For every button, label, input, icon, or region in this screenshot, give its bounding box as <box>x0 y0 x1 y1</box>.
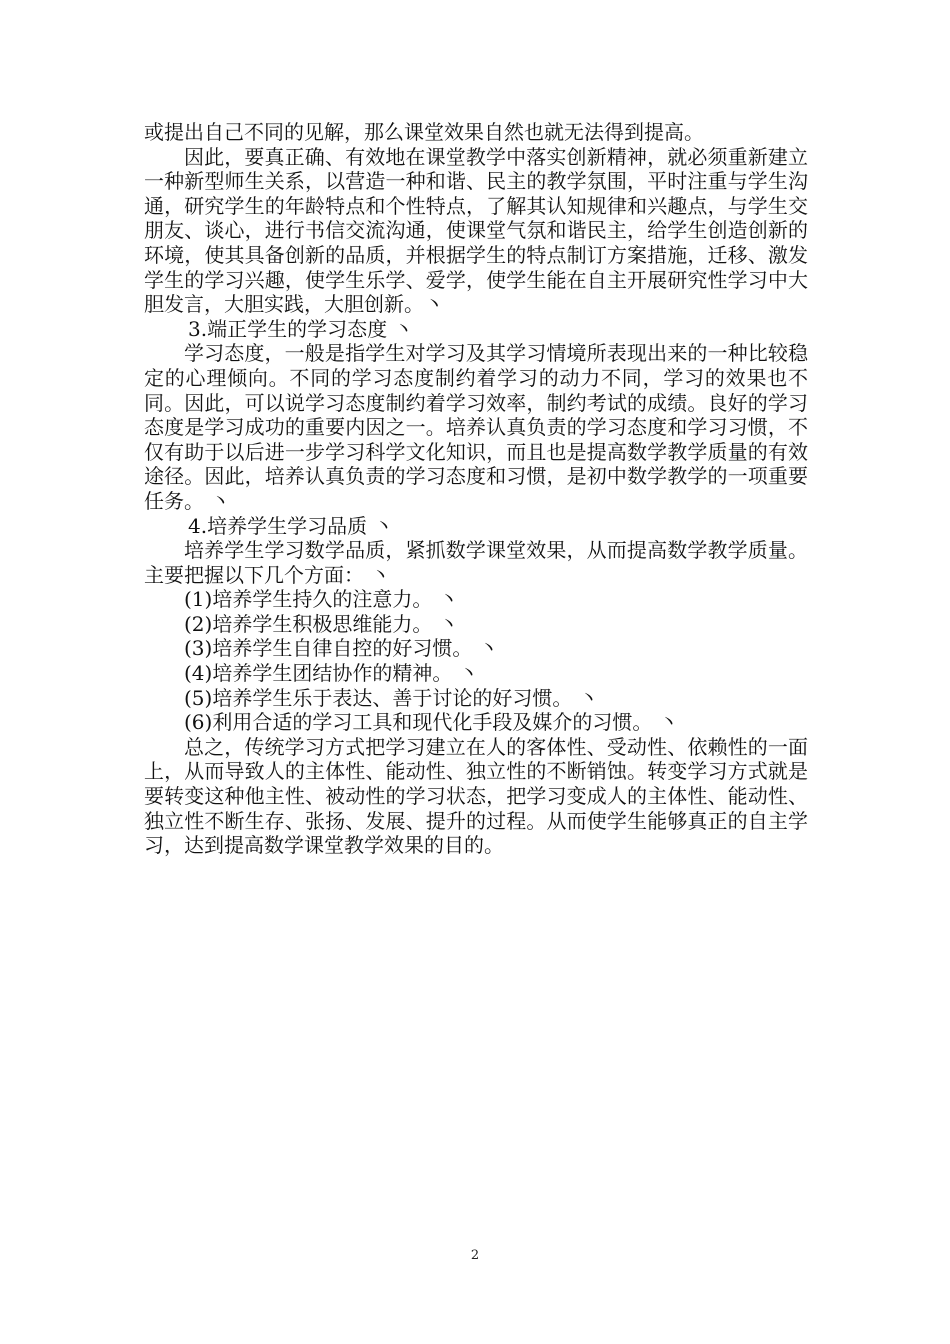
list-item-3: (3)培养学生自律自控的好习惯。 丶 <box>184 636 499 661</box>
document-body <box>144 120 808 858</box>
section-heading-4: 4.培养学生学习品质 丶 <box>188 513 394 538</box>
list-item-2: (2)培养学生积极思维能力。 丶 <box>184 611 459 636</box>
paragraph-learning-attitude: 学习态度，一般是指学生对学习及其学习情境所表现出来的一种比较稳定的心理倾向。不同的学习态度制约着学习的动力不同，学习的效果也不同。因此，可以说学习态度制约着学习效率，制约考试的成绩。良好的学习态度是学习成功的重要内因之一。培养认真负责的学习态度和学习习惯，不仅有助于以后进一步学习科学文化知识，而且也是提高数学教学质量的有效途径。因此，培养认真负责的学习态度和习惯，是初中数学教学的一项重要任务。 丶 <box>144 341 808 513</box>
list-item-5: (5)培养学生乐于表达、善于讨论的好习惯。 丶 <box>184 685 599 710</box>
list-item-1: (1)培养学生持久的注意力。 丶 <box>184 587 459 612</box>
section-heading-3: 3.端正学生的学习态度 丶 <box>188 316 414 341</box>
list-item-4: (4)培养学生团结协作的精神。 丶 <box>184 661 479 686</box>
page-number: 2 <box>470 1248 480 1263</box>
paragraph-continuation: 或提出自己不同的见解，那么课堂效果自然也就无法得到提高。 <box>144 120 704 144</box>
list-item-6: (6)利用合适的学习工具和现代化手段及媒介的习惯。 丶 <box>184 710 679 735</box>
paragraph-teacher-student-relationship: 因此，要真正确、有效地在课堂教学中落实创新精神，就必须重新建立一种新型师生关系，以营造一种和谐、民主的教学氛围，平时注重与学生沟通，研究学生的年龄特点和个性特点，了解其认知规律和兴趣点，与学生交朋友、谈心，进行书信交流沟通，使课堂气氛和谐民主，给学生创造创新的环境，使其具备创新的品质，并根据学生的特点制订方案措施，迁移、激发学生的学习兴趣，使学生乐学、爱学，使学生能在自主开展研究性学习中大胆发言，大胆实践，大胆创新。丶 <box>144 144 808 317</box>
paragraph-learning-quality: 培养学生学习数学品质，紧抓数学课堂效果，从而提高数学教学质量。主要把握以下几个方面： 丶 <box>144 538 808 587</box>
paragraph-conclusion: 总之，传统学习方式把学习建立在人的客体性、受动性、依赖性的一面上，从而导致人的主体性、能动性、独立性的不断销蚀。转变学习方式就是要转变这种他主性、被动性的学习状态，把学习变成人的主体性、能动性、独立性不断生存、张扬、发展、提升的过程。从而使学生能够真正的自主学习，达到提高数学课堂教学效果的目的。 <box>144 734 808 858</box>
